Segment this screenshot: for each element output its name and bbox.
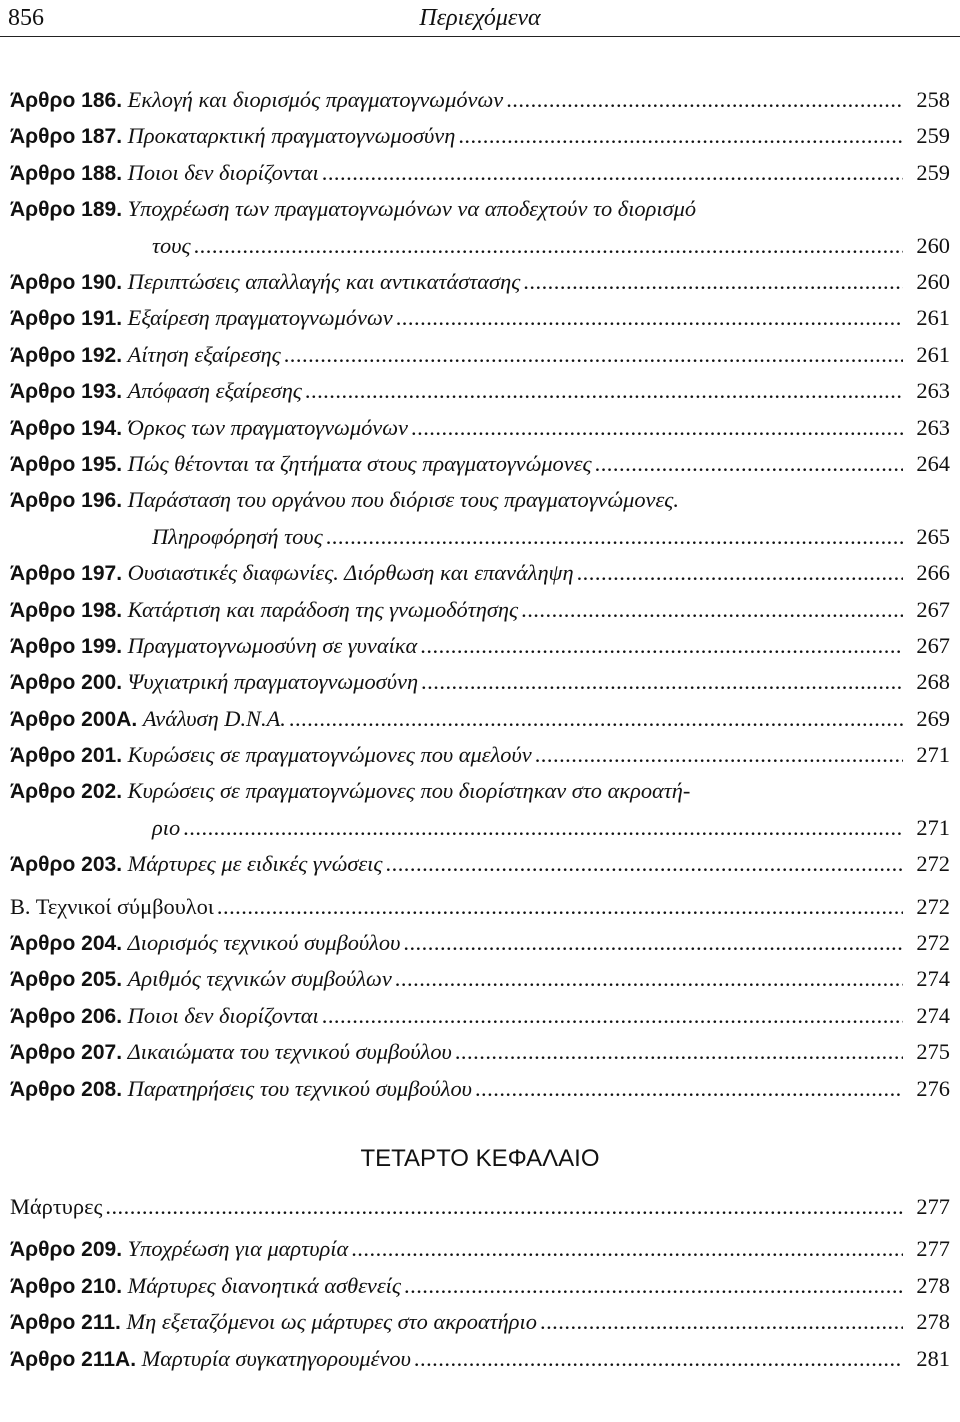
toc-entry xyxy=(10,410,950,446)
toc-entry-line xyxy=(10,446,950,482)
toc-entry xyxy=(10,1071,950,1107)
toc-entry-line xyxy=(10,628,950,664)
article-title: Μάρτυρες διανοητικά ασθενείς xyxy=(127,1272,401,1298)
page-ref: 259 xyxy=(916,123,950,149)
section-b-entry xyxy=(10,889,950,925)
toc-entry xyxy=(10,1231,950,1267)
toc-entry-line xyxy=(10,482,950,518)
article-label: Άρθρο 200Α. xyxy=(10,707,138,731)
article-label: Άρθρο 189. xyxy=(10,198,123,222)
leader-dots xyxy=(521,592,903,628)
leader-dots xyxy=(386,846,904,882)
toc-entry-line xyxy=(10,737,950,773)
article-title: Παράσταση του οργάνου που διόρισε τους πραγματογνώμονες. xyxy=(127,487,679,513)
page-ref: 265 xyxy=(916,523,950,549)
leader-dots xyxy=(458,118,903,154)
page-ref: 271 xyxy=(916,742,950,768)
leader-dots xyxy=(305,373,903,409)
article-label: Άρθρο 211Α. xyxy=(10,1347,137,1371)
page-ref: 261 xyxy=(916,341,950,367)
article-label: Άρθρο 200. xyxy=(10,671,123,695)
leader-dots xyxy=(322,998,903,1034)
toc-entry-line xyxy=(10,555,950,591)
toc-entry xyxy=(10,191,950,264)
article-title: Εκλογή και διορισμός πραγματογνωμόνων xyxy=(127,87,504,112)
article-title: Αριθμός τεχνικών συμβούλων xyxy=(127,966,392,992)
leader-dots xyxy=(577,555,903,591)
article-title: Διορισμός τεχνικού συμβούλου xyxy=(127,930,401,956)
toc-entry-line xyxy=(10,1341,950,1377)
toc-entry xyxy=(10,1341,950,1377)
toc-entry-line xyxy=(10,773,950,809)
page-number: 856 xyxy=(8,5,44,31)
leader-dots xyxy=(284,337,903,373)
toc-entry-line xyxy=(10,410,950,446)
leader-dots xyxy=(595,446,903,482)
leader-dots xyxy=(183,810,903,846)
article-title: Περιπτώσεις απαλλαγής και αντικατάστασης xyxy=(127,268,521,294)
page-ref: 263 xyxy=(916,378,950,404)
chapter-heading: ΤΕΤΑΡΤΟ ΚΕΦΑΛΑΙΟ xyxy=(360,1144,600,1172)
toc-entry-line xyxy=(10,810,950,846)
toc-entry-line xyxy=(10,1268,950,1304)
article-label: Άρθρο 201. xyxy=(10,744,123,768)
article-title-continuation: ριο xyxy=(152,814,181,840)
article-title: Εξαίρεση πραγματογνωμόνων xyxy=(127,305,393,331)
page-ref: 260 xyxy=(916,268,950,294)
page-ref: 278 xyxy=(916,1309,950,1335)
toc-entry xyxy=(10,264,950,300)
toc-entry-line xyxy=(10,118,950,154)
section-title: Β. Τεχνικοί σύμβουλοι xyxy=(10,893,214,919)
leader-dots xyxy=(194,228,903,264)
article-title: Υποχρέωση των πραγματογνωμόνων να αποδεχτούν το διορισμό xyxy=(127,196,697,222)
article-label: Άρθρο 205. xyxy=(10,968,123,992)
toc-entry-line xyxy=(10,846,950,882)
article-title: Δικαιώματα του τεχνικού συμβούλου xyxy=(127,1039,452,1065)
article-title: Προκαταρκτική πραγματογνωμοσύνη xyxy=(127,123,456,149)
article-title: Ψυχιατρική πραγματογνωμοσύνη xyxy=(127,669,419,695)
leader-dots xyxy=(395,961,903,997)
running-title: Περιεχόμενα xyxy=(419,5,541,31)
toc-entry xyxy=(10,300,950,336)
article-title: Κυρώσεις σε πραγματογνώμονες που αμελούν xyxy=(127,742,532,768)
leader-dots xyxy=(535,737,903,773)
toc-entry-line xyxy=(10,264,950,300)
toc-entry xyxy=(10,1304,950,1340)
page-ref: 263 xyxy=(916,414,950,440)
section-title: Μάρτυρες xyxy=(10,1193,103,1219)
page-ref: 275 xyxy=(916,1039,950,1065)
toc-entry xyxy=(10,1034,950,1070)
toc-entry xyxy=(10,998,950,1034)
toc-entry-line xyxy=(10,1304,950,1340)
toc-entry xyxy=(10,773,950,846)
toc-entry xyxy=(10,925,950,961)
page-ref: 264 xyxy=(916,450,950,476)
leader-dots xyxy=(322,155,903,191)
page-ref: 268 xyxy=(916,669,950,695)
toc-entry xyxy=(10,482,950,555)
leader-dots xyxy=(455,1034,903,1070)
leader-dots xyxy=(420,628,903,664)
article-label: Άρθρο 204. xyxy=(10,932,123,956)
toc-entry xyxy=(10,337,950,373)
toc-entry xyxy=(10,737,950,773)
article-label: Άρθρο 206. xyxy=(10,1004,123,1028)
toc-entry-line xyxy=(10,998,950,1034)
article-title: Κατάρτιση και παράδοση της γνωμοδότησης xyxy=(127,596,519,622)
toc-entry-line xyxy=(10,1189,950,1225)
toc-entry-line xyxy=(10,82,950,118)
page-ref: 277 xyxy=(916,1236,950,1262)
article-label: Άρθρο 198. xyxy=(10,598,123,622)
toc-entry xyxy=(10,446,950,482)
toc-entry-line xyxy=(10,925,950,961)
leader-dots xyxy=(396,300,903,336)
toc-entry xyxy=(10,628,950,664)
leader-dots xyxy=(326,519,903,555)
article-label: Άρθρο 203. xyxy=(10,853,123,877)
page-ref: 274 xyxy=(916,1002,950,1028)
toc-entry-line xyxy=(10,701,950,737)
toc-entry-line xyxy=(10,191,950,227)
page-ref: 267 xyxy=(916,632,950,658)
page-ref: 261 xyxy=(916,305,950,331)
toc-entry xyxy=(10,373,950,409)
page-ref: 271 xyxy=(916,814,950,840)
toc-entry xyxy=(10,664,950,700)
article-label: Άρθρο 210. xyxy=(10,1274,123,1298)
table-of-contents xyxy=(10,82,950,1377)
toc-entry-line xyxy=(10,1231,950,1267)
article-label: Άρθρο 186. xyxy=(10,89,123,112)
article-label: Άρθρο 192. xyxy=(10,343,123,367)
toc-entry-line xyxy=(10,664,950,700)
leader-dots xyxy=(411,410,903,446)
article-title: Όρκος των πραγματογνωμόνων xyxy=(127,414,408,440)
section-c-entry xyxy=(10,1189,950,1225)
article-title-continuation: Πληροφόρησή τους xyxy=(152,523,323,549)
article-label: Άρθρο 190. xyxy=(10,270,123,294)
leader-dots xyxy=(506,82,903,118)
article-title: Πραγματογνωμοσύνη σε γυναίκα xyxy=(127,632,418,658)
article-label: Άρθρο 202. xyxy=(10,780,123,804)
article-label: Άρθρο 188. xyxy=(10,161,123,185)
toc-entry-line xyxy=(10,155,950,191)
toc-entry xyxy=(10,1268,950,1304)
article-title: Ανάλυση D.N.A. xyxy=(142,705,286,731)
article-label: Άρθρο 196. xyxy=(10,489,123,513)
toc-entry-line xyxy=(10,961,950,997)
page-ref: 272 xyxy=(916,930,950,956)
toc-entry-line xyxy=(10,373,950,409)
page-ref: 272 xyxy=(916,893,950,919)
page-ref: 272 xyxy=(916,851,950,877)
article-label: Άρθρο 194. xyxy=(10,416,123,440)
article-title: Μη εξεταζόμενοι ως μάρτυρες στο ακροατήριο xyxy=(126,1309,537,1335)
leader-dots xyxy=(217,889,903,925)
toc-entry-line xyxy=(10,1071,950,1107)
article-title-continuation: τους xyxy=(152,232,191,258)
article-label: Άρθρο 208. xyxy=(10,1077,123,1101)
article-label: Άρθρο 211. xyxy=(10,1311,121,1335)
toc-entry-line xyxy=(10,300,950,336)
page-ref: 278 xyxy=(916,1272,950,1298)
leader-dots xyxy=(540,1304,903,1340)
toc-entry-line xyxy=(10,228,950,264)
article-title: Παρατηρήσεις του τεχνικού συμβούλου xyxy=(127,1075,472,1101)
leader-dots xyxy=(289,701,903,737)
article-title: Υποχρέωση για μαρτυρία xyxy=(127,1236,349,1262)
page-ref: 281 xyxy=(916,1345,950,1371)
page-ref: 269 xyxy=(916,705,950,731)
page-ref: 276 xyxy=(916,1075,950,1101)
leader-dots xyxy=(404,1268,903,1304)
article-title: Ποιοι δεν διορίζονται xyxy=(127,1002,319,1028)
article-title: Μάρτυρες με ειδικές γνώσεις xyxy=(127,851,383,877)
article-label: Άρθρο 197. xyxy=(10,562,123,586)
article-label: Άρθρο 207. xyxy=(10,1041,123,1065)
leader-dots xyxy=(351,1231,903,1267)
page-ref: 277 xyxy=(916,1193,950,1219)
toc-entry-line xyxy=(10,1034,950,1070)
page-ref: 258 xyxy=(916,87,950,112)
toc-entry xyxy=(10,155,950,191)
leader-dots xyxy=(414,1341,903,1377)
article-title: Αίτηση εξαίρεσης xyxy=(127,341,281,367)
article-title: Ποιοι δεν διορίζονται xyxy=(127,159,319,185)
toc-entry xyxy=(10,846,950,882)
article-label: Άρθρο 209. xyxy=(10,1238,123,1262)
article-label: Άρθρο 187. xyxy=(10,125,123,149)
article-title: Μαρτυρία συγκατηγορουμένου xyxy=(141,1345,411,1371)
article-title: Ουσιαστικές διαφωνίες. Διόρθωση και επανάληψη xyxy=(127,560,574,586)
page-ref: 267 xyxy=(916,596,950,622)
page-ref: 266 xyxy=(916,560,950,586)
toc-entry-line xyxy=(10,519,950,555)
leader-dots xyxy=(421,664,903,700)
toc-entry-line xyxy=(10,337,950,373)
toc-entry xyxy=(10,555,950,591)
article-label: Άρθρο 193. xyxy=(10,380,123,404)
toc-entry xyxy=(10,82,950,118)
article-title: Απόφαση εξαίρεσης xyxy=(127,378,302,404)
page-ref: 260 xyxy=(916,232,950,258)
toc-entry xyxy=(10,701,950,737)
toc-entry xyxy=(10,961,950,997)
article-label: Άρθρο 191. xyxy=(10,307,123,331)
page-header xyxy=(0,0,960,37)
leader-dots xyxy=(105,1189,903,1225)
toc-entry xyxy=(10,118,950,154)
leader-dots xyxy=(475,1071,903,1107)
toc-entry xyxy=(10,592,950,628)
leader-dots xyxy=(523,264,903,300)
article-label: Άρθρο 199. xyxy=(10,634,123,658)
toc-entry-line xyxy=(10,592,950,628)
leader-dots xyxy=(403,925,903,961)
page-ref: 259 xyxy=(916,159,950,185)
article-label: Άρθρο 195. xyxy=(10,452,123,476)
article-title: Κυρώσεις σε πραγματογνώμονες που διορίστηκαν στο ακροατή- xyxy=(127,778,691,804)
page-ref: 274 xyxy=(916,966,950,992)
article-title: Πώς θέτονται τα ζητήματα στους πραγματογνώμονες xyxy=(127,450,592,476)
toc-entry-line xyxy=(10,889,950,925)
